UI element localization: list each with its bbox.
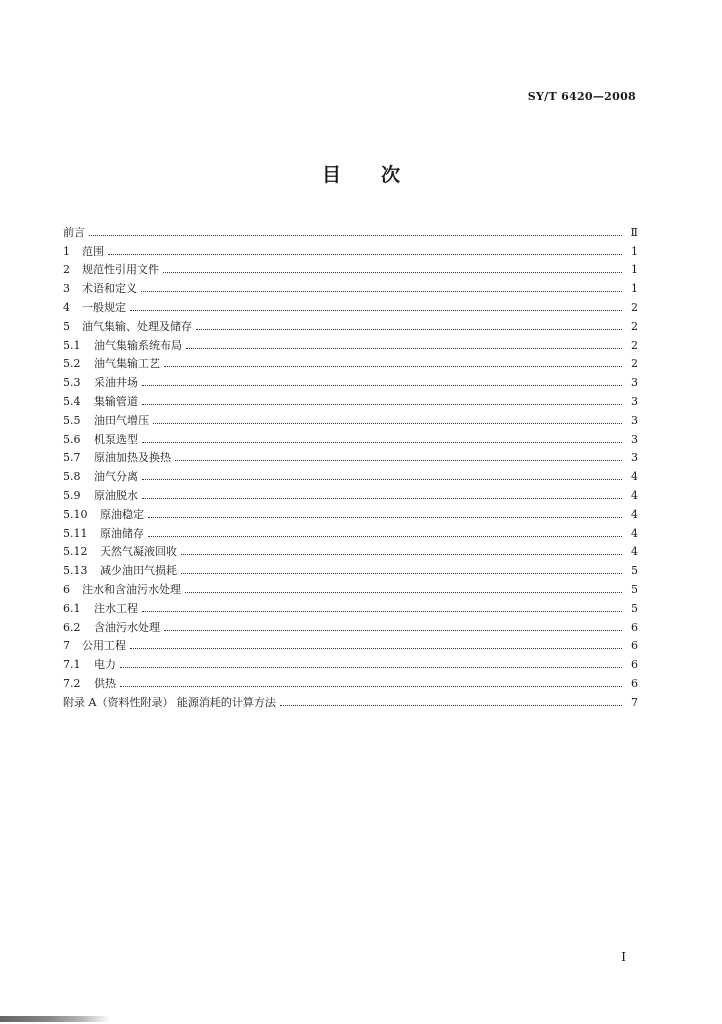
toc-entry-page: 1 xyxy=(631,244,638,258)
toc-dot-leader xyxy=(141,290,622,292)
toc-entry-number: 6.2 xyxy=(63,620,81,634)
toc-entry-page: 5 xyxy=(631,582,638,596)
toc-entry[interactable] xyxy=(63,389,638,408)
toc-entry-label: 规范性引用文件 xyxy=(82,263,159,277)
toc-entry-number: 5.8 xyxy=(63,470,81,484)
toc-entry-page: 5 xyxy=(631,564,638,578)
toc-entry-label: 含油污水处理 xyxy=(94,620,160,634)
toc-entry-page: 2 xyxy=(631,357,638,371)
toc-entry[interactable] xyxy=(63,634,638,653)
toc-entry[interactable] xyxy=(63,258,638,277)
toc-entry-label: 原油加热及换热 xyxy=(94,451,171,465)
toc-entry-label: 附录 A（资料性附录） 能源消耗的计算方法 xyxy=(63,695,276,709)
toc-entry[interactable] xyxy=(63,483,638,502)
table-of-contents xyxy=(63,220,638,709)
toc-entry-number: 5.3 xyxy=(63,376,81,390)
toc-dot-leader xyxy=(108,253,622,255)
toc-dot-leader xyxy=(142,403,622,405)
toc-entry-number: 5.9 xyxy=(63,488,81,502)
toc-title-char-1: 目 xyxy=(321,164,341,186)
toc-entry-label: 一般规定 xyxy=(82,300,126,314)
toc-entry-label: 前言 xyxy=(63,225,85,239)
toc-entry[interactable] xyxy=(63,540,638,559)
toc-entry-page: 2 xyxy=(631,300,638,314)
toc-entry-page: 4 xyxy=(631,526,638,540)
toc-entry-number: 5.7 xyxy=(63,451,81,465)
toc-dot-leader xyxy=(185,591,622,593)
toc-entry-page: 4 xyxy=(631,507,638,521)
toc-dot-leader xyxy=(120,666,622,668)
toc-dot-leader xyxy=(153,422,622,424)
toc-entry-number: 4 xyxy=(63,300,70,314)
toc-dot-leader xyxy=(142,610,622,612)
toc-dot-leader xyxy=(196,328,622,330)
toc-entry[interactable] xyxy=(63,502,638,521)
toc-entry[interactable] xyxy=(63,577,638,596)
toc-entry[interactable] xyxy=(63,615,638,634)
toc-dot-leader xyxy=(164,365,622,367)
toc-title-char-2: 次 xyxy=(381,164,401,186)
toc-dot-leader xyxy=(181,572,622,574)
toc-entry[interactable] xyxy=(63,521,638,540)
toc-entry-label: 原油脱水 xyxy=(94,488,138,502)
toc-entry-number: 5.2 xyxy=(63,357,81,371)
toc-dot-leader xyxy=(186,347,622,349)
toc-entry-number: 5.10 xyxy=(63,507,88,521)
toc-entry-page: 7 xyxy=(631,695,638,709)
toc-entry[interactable] xyxy=(63,295,638,314)
toc-entry-label: 油田气增压 xyxy=(94,413,149,427)
toc-entry-number: 7.2 xyxy=(63,676,81,690)
scan-edge-artifact xyxy=(0,1016,110,1022)
toc-entry-page: 5 xyxy=(631,601,638,615)
toc-entry[interactable] xyxy=(63,370,638,389)
toc-dot-leader xyxy=(175,459,622,461)
toc-title xyxy=(0,160,722,187)
toc-dot-leader xyxy=(130,647,622,649)
toc-entry-page: 6 xyxy=(631,658,638,672)
toc-entry-page: 4 xyxy=(631,545,638,559)
toc-entry[interactable] xyxy=(63,690,638,709)
toc-entry-page: 3 xyxy=(631,413,638,427)
toc-entry-page: 6 xyxy=(631,676,638,690)
toc-entry-page: 4 xyxy=(631,470,638,484)
toc-entry-label: 范围 xyxy=(82,244,104,258)
toc-entry-number: 5.6 xyxy=(63,432,81,446)
toc-entry-label: 采油井场 xyxy=(94,376,138,390)
toc-entry[interactable] xyxy=(63,276,638,295)
toc-entry-page: 6 xyxy=(631,639,638,653)
toc-entry-page: 2 xyxy=(631,338,638,352)
toc-entry-label: 油气集输、处理及储存 xyxy=(82,319,192,333)
toc-entry-label: 公用工程 xyxy=(82,639,126,653)
toc-dot-leader xyxy=(280,704,622,706)
toc-entry-label: 供热 xyxy=(94,676,116,690)
toc-dot-leader xyxy=(142,478,622,480)
toc-entry[interactable] xyxy=(63,239,638,258)
toc-entry-label: 术语和定义 xyxy=(82,282,137,296)
toc-entry-label: 原油稳定 xyxy=(100,507,144,521)
toc-entry-label: 油气分离 xyxy=(94,470,138,484)
toc-dot-leader xyxy=(164,629,622,631)
toc-entry[interactable] xyxy=(63,333,638,352)
toc-entry-label: 电力 xyxy=(94,658,116,672)
toc-entry-page: 1 xyxy=(631,282,638,296)
toc-dot-leader xyxy=(142,441,622,443)
page-number: I xyxy=(621,950,626,964)
toc-entry-number: 3 xyxy=(63,282,70,296)
toc-entry-number: 1 xyxy=(63,244,70,258)
toc-dot-leader xyxy=(181,553,622,555)
toc-entry[interactable] xyxy=(63,352,638,371)
toc-entry-number: 5.5 xyxy=(63,413,81,427)
toc-entry-number: 6.1 xyxy=(63,601,81,615)
toc-entry-label: 油气集输系统布局 xyxy=(94,338,182,352)
toc-entry[interactable] xyxy=(63,427,638,446)
standard-code: SY/T 6420—2008 xyxy=(527,90,636,103)
toc-entry-page: 2 xyxy=(631,319,638,333)
toc-entry-label: 减少油田气损耗 xyxy=(100,564,177,578)
toc-entry-number: 5.4 xyxy=(63,394,81,408)
toc-entry-number: 5.12 xyxy=(63,545,88,559)
toc-entry[interactable] xyxy=(63,464,638,483)
toc-entry[interactable] xyxy=(63,446,638,465)
toc-entry[interactable] xyxy=(63,558,638,577)
toc-entry-number: 5 xyxy=(63,319,70,333)
toc-dot-leader xyxy=(89,234,622,236)
toc-entry-number: 2 xyxy=(63,263,70,277)
toc-entry-page: 3 xyxy=(631,432,638,446)
toc-dot-leader xyxy=(142,497,622,499)
toc-entry-page: 3 xyxy=(631,451,638,465)
toc-entry-label: 油气集输工艺 xyxy=(94,357,160,371)
toc-entry-label: 天然气凝液回收 xyxy=(100,545,177,559)
toc-entry-page: 3 xyxy=(631,376,638,390)
toc-entry-page: 4 xyxy=(631,488,638,502)
toc-dot-leader xyxy=(120,685,622,687)
toc-entry-page: 1 xyxy=(631,263,638,277)
toc-dot-leader xyxy=(163,271,622,273)
toc-entry-label: 原油储存 xyxy=(100,526,144,540)
toc-entry-number: 5.1 xyxy=(63,338,81,352)
toc-entry-label: 注水工程 xyxy=(94,601,138,615)
toc-entry[interactable] xyxy=(63,652,638,671)
toc-entry-number: 6 xyxy=(63,582,70,596)
toc-entry-label: 注水和含油污水处理 xyxy=(82,582,181,596)
toc-entry[interactable] xyxy=(63,408,638,427)
toc-entry[interactable] xyxy=(63,220,638,239)
toc-entry-label: 集输管道 xyxy=(94,394,138,408)
toc-entry[interactable] xyxy=(63,671,638,690)
toc-entry-number: 5.11 xyxy=(63,526,88,540)
toc-dot-leader xyxy=(130,309,622,311)
toc-dot-leader xyxy=(148,535,622,537)
toc-dot-leader xyxy=(148,516,622,518)
toc-dot-leader xyxy=(142,384,622,386)
toc-entry-number: 5.13 xyxy=(63,564,88,578)
toc-entry-number: 7 xyxy=(63,639,70,653)
toc-entry[interactable] xyxy=(63,314,638,333)
toc-entry-page: Ⅱ xyxy=(630,225,638,239)
toc-entry[interactable] xyxy=(63,596,638,615)
toc-entry-page: 3 xyxy=(631,394,638,408)
toc-entry-page: 6 xyxy=(631,620,638,634)
toc-entry-number: 7.1 xyxy=(63,658,81,672)
toc-entry-label: 机泵选型 xyxy=(94,432,138,446)
